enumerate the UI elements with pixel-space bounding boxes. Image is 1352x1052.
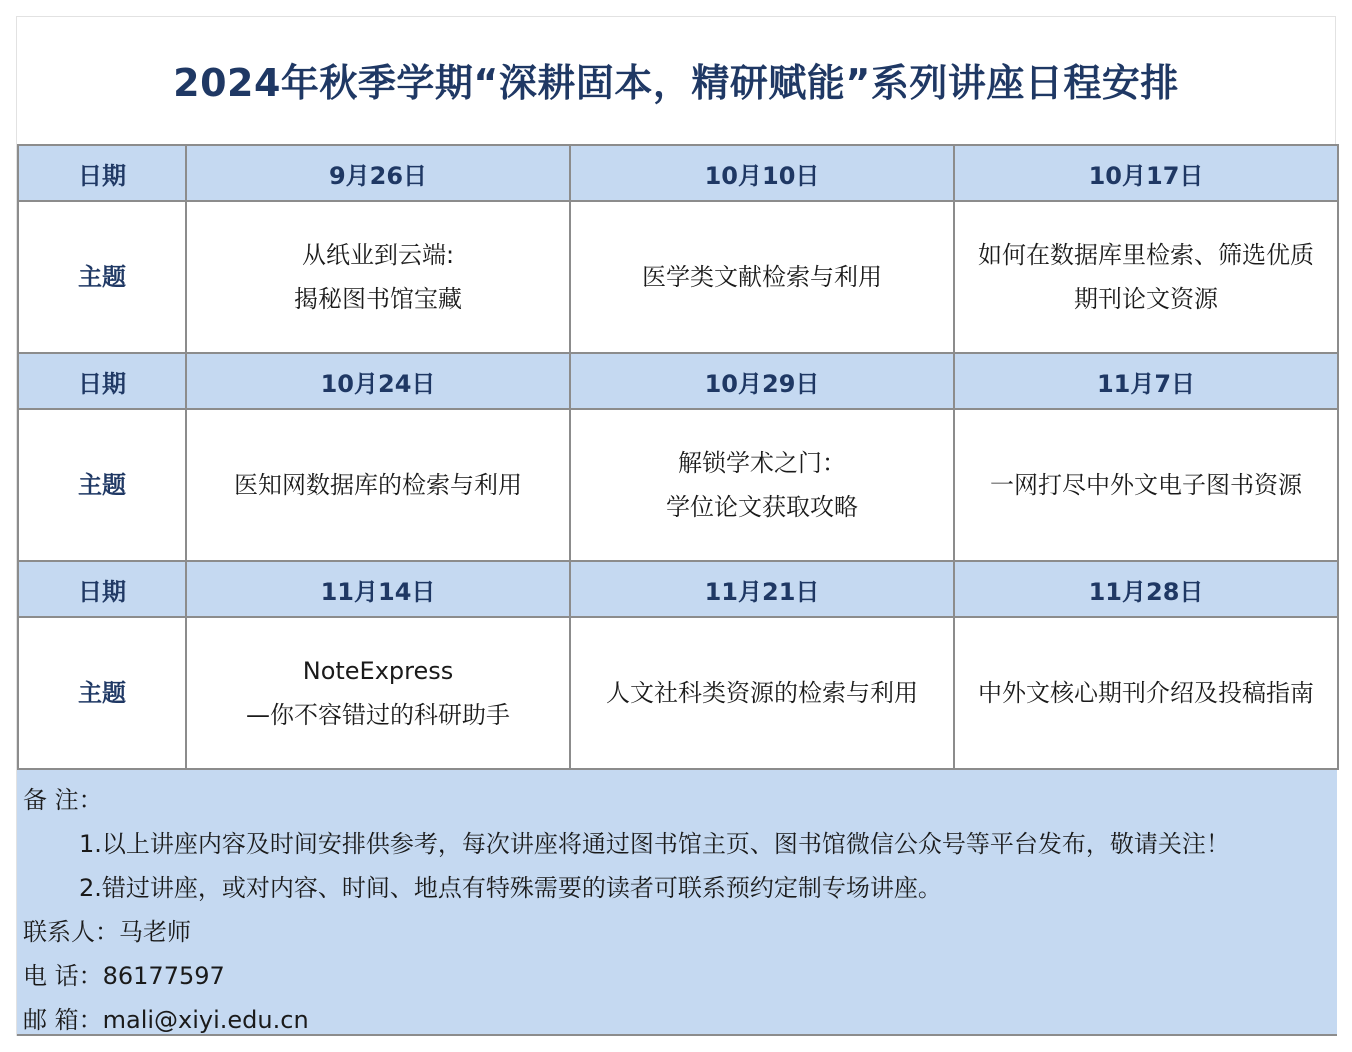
schedule-sheet	[16, 16, 1336, 1036]
note-item: 1.以上讲座内容及时间安排供参考，每次讲座将通过图书馆主页、图书馆微信公众号等平台发布，敬请关注！	[79, 830, 1230, 858]
date-row	[18, 561, 1338, 617]
topic-line: —你不容错过的科研助手	[246, 701, 510, 729]
contact-phone: 电 话：86177597	[23, 962, 225, 990]
topic-cell	[954, 617, 1338, 769]
date-label-cell: 日期	[18, 561, 186, 617]
topic-line: 一网打尽中外文电子图书资源	[990, 471, 1302, 499]
topic-cell	[954, 409, 1338, 561]
topic-label-cell: 主题	[18, 201, 186, 353]
date-cell: 10月29日	[570, 353, 954, 409]
topic-cell	[186, 201, 570, 353]
topic-row	[18, 409, 1338, 561]
date-row	[18, 353, 1338, 409]
schedule-table	[17, 144, 1339, 770]
topic-line: 中外文核心期刊介绍及投稿指南	[978, 679, 1314, 707]
date-label-cell: 日期	[18, 145, 186, 201]
date-cell: 11月7日	[954, 353, 1338, 409]
date-cell: 10月24日	[186, 353, 570, 409]
topic-row	[18, 201, 1338, 353]
topic-line: 医知网数据库的检索与利用	[234, 471, 522, 499]
topic-label-cell: 主题	[18, 617, 186, 769]
topic-line: 从纸业到云端:	[301, 241, 455, 269]
topic-cell	[570, 201, 954, 353]
topic-cell	[186, 409, 570, 561]
topic-line: 学位论文获取攻略	[666, 493, 858, 521]
topic-line: 揭秘图书馆宝藏	[294, 285, 462, 313]
topic-line: 如何在数据库里检索、筛选优质	[978, 241, 1314, 269]
contact-person: 联系人：马老师	[23, 918, 191, 946]
topic-cell	[186, 617, 570, 769]
date-cell: 11月21日	[570, 561, 954, 617]
topic-line: NoteExpress	[302, 657, 454, 685]
topic-row	[18, 617, 1338, 769]
topic-line: 期刊论文资源	[1074, 285, 1218, 313]
date-cell: 11月14日	[186, 561, 570, 617]
date-cell: 9月26日	[186, 145, 570, 201]
topic-label-cell: 主题	[18, 409, 186, 561]
date-cell: 11月28日	[954, 561, 1338, 617]
topic-cell	[570, 617, 954, 769]
date-label-cell: 日期	[18, 353, 186, 409]
date-cell: 10月17日	[954, 145, 1338, 201]
page-title: 2024年秋季学期“深耕固本，精研赋能”系列讲座日程安排	[173, 60, 1179, 105]
topic-cell	[570, 409, 954, 561]
notes-heading: 备 注：	[23, 786, 103, 814]
contact-email: 邮 箱：mali@xiyi.edu.cn	[23, 1006, 309, 1034]
note-item: 2.错过讲座，或对内容、时间、地点有特殊需要的读者可联系预约定制专场讲座。	[79, 874, 942, 902]
topic-line: 人文社科类资源的检索与利用	[606, 679, 918, 707]
topic-cell	[954, 201, 1338, 353]
date-row	[18, 145, 1338, 201]
date-cell: 10月10日	[570, 145, 954, 201]
topic-line: 解锁学术之门：	[678, 449, 846, 477]
topic-line: 医学类文献检索与利用	[642, 263, 882, 291]
notes-section	[17, 768, 1337, 1036]
